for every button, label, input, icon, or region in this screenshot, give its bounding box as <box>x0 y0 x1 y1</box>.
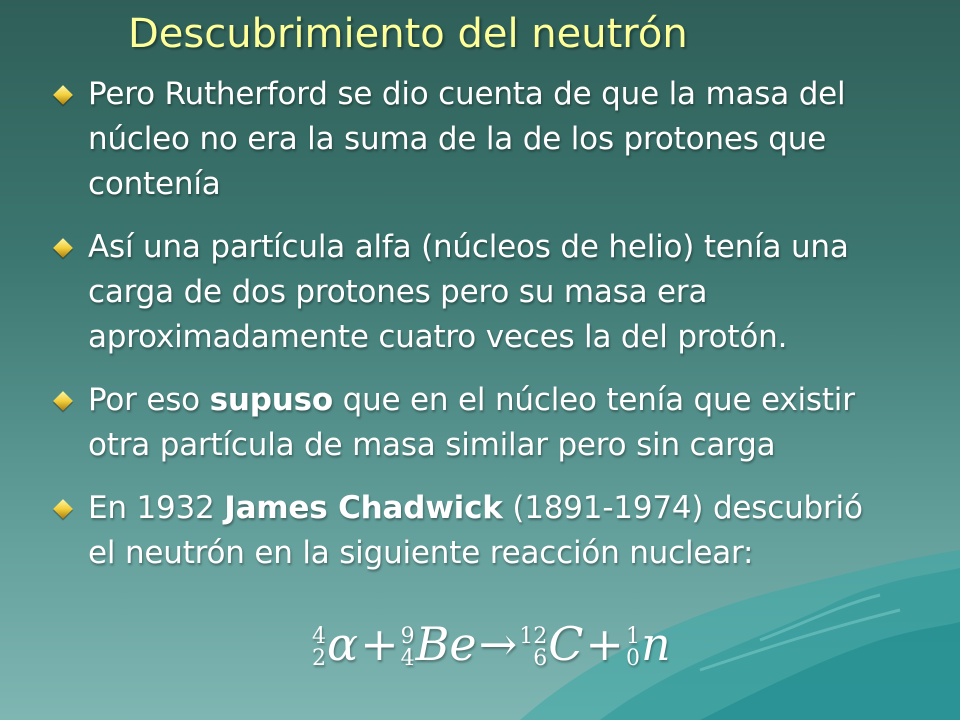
bullet-text-pre: Por eso <box>88 382 210 418</box>
nuclide-symbol: Be <box>415 617 477 671</box>
slide-title: Descubrimiento del neutrón <box>128 11 688 57</box>
bullet-text-bold: James Chadwick <box>224 490 503 526</box>
diamond-bullet-icon <box>53 85 73 105</box>
nuclide-symbol: C <box>548 617 584 671</box>
bullet-text <box>88 378 894 468</box>
bullet-text: Pero Rutherford se dio cuenta de que la masa del núcleo no era la suma de la de los protones que contenía <box>88 76 846 202</box>
bullet-item <box>54 486 894 576</box>
bullet-text-pre: En 1932 <box>88 490 225 526</box>
isotope-numbers <box>519 626 547 670</box>
bullet-text-post: (1891-1974) descubrió el neutrón en la siguiente reacción nuclear: <box>88 490 863 571</box>
bullet-item <box>54 225 894 360</box>
diamond-bullet-icon <box>53 499 73 519</box>
mass-number: 1 <box>625 624 640 649</box>
bullet-list <box>54 72 894 594</box>
isotope-numbers <box>401 626 415 670</box>
mass-number: 12 <box>519 624 548 649</box>
mass-number: 4 <box>312 624 326 649</box>
bullet-text-post: que en el núcleo tenía que existir otra partícula de masa similar pero sin carga <box>88 382 855 463</box>
atomic-number: 0 <box>625 646 640 671</box>
plus-sign: + <box>585 617 624 671</box>
atomic-number: 4 <box>400 646 415 671</box>
isotope-numbers <box>626 626 640 670</box>
diamond-bullet-icon <box>53 238 73 258</box>
reaction-arrow: → <box>478 617 518 671</box>
nuclide-carbon <box>519 614 583 674</box>
bullet-text: Así una partícula alfa (núcleos de helio) tenía una carga de dos protones pero su masa era aproximadamente cuatro veces la del protón. <box>88 229 849 355</box>
nuclide-beryllium <box>401 614 477 674</box>
nuclear-reaction-equation <box>312 614 671 674</box>
bullet-item <box>54 72 894 207</box>
atomic-number: 6 <box>533 646 548 671</box>
nuclide-symbol: α <box>327 617 359 671</box>
mass-number: 9 <box>400 624 415 649</box>
atomic-number: 2 <box>312 646 326 671</box>
isotope-numbers <box>312 626 326 670</box>
bullet-item <box>54 378 894 468</box>
plus-sign: + <box>360 617 399 671</box>
diamond-bullet-icon <box>53 391 73 411</box>
nuclide-neutron <box>626 614 671 674</box>
bullet-text-bold: supuso <box>209 382 333 418</box>
nuclide-alpha <box>312 614 358 674</box>
bullet-text <box>88 486 894 576</box>
nuclide-symbol: n <box>640 617 671 671</box>
